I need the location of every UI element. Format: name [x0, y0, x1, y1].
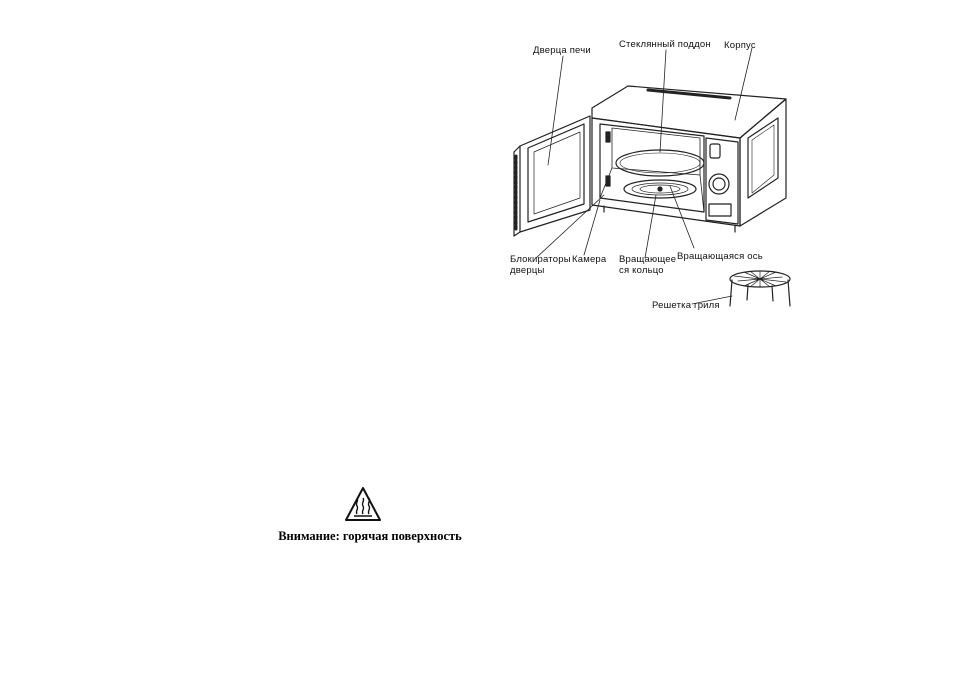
- hot-surface-warning: [262, 486, 478, 544]
- label-glass-tray: Стеклянный поддон: [619, 39, 711, 50]
- label-body: Корпус: [724, 40, 756, 51]
- grill-rack: [730, 271, 790, 306]
- label-oven-door: Дверца печи: [533, 45, 591, 56]
- label-rotating-ring-line1: Вращающее: [619, 254, 677, 265]
- label-door-locks-line1: Блокираторы: [510, 254, 571, 265]
- label-chamber: Камера: [572, 254, 607, 265]
- microwave-body: [592, 86, 786, 232]
- warning-text: Внимание: горячая поверхность: [278, 529, 462, 543]
- label-rotating-ring-line2: ся кольцо: [619, 265, 664, 276]
- label-grill-rack: Решетка гриля: [652, 300, 720, 311]
- rotating-ring: [624, 180, 696, 198]
- label-rotating-axis: Вращающаяся ось: [677, 251, 763, 262]
- label-door-locks-line2: дверцы: [510, 265, 545, 276]
